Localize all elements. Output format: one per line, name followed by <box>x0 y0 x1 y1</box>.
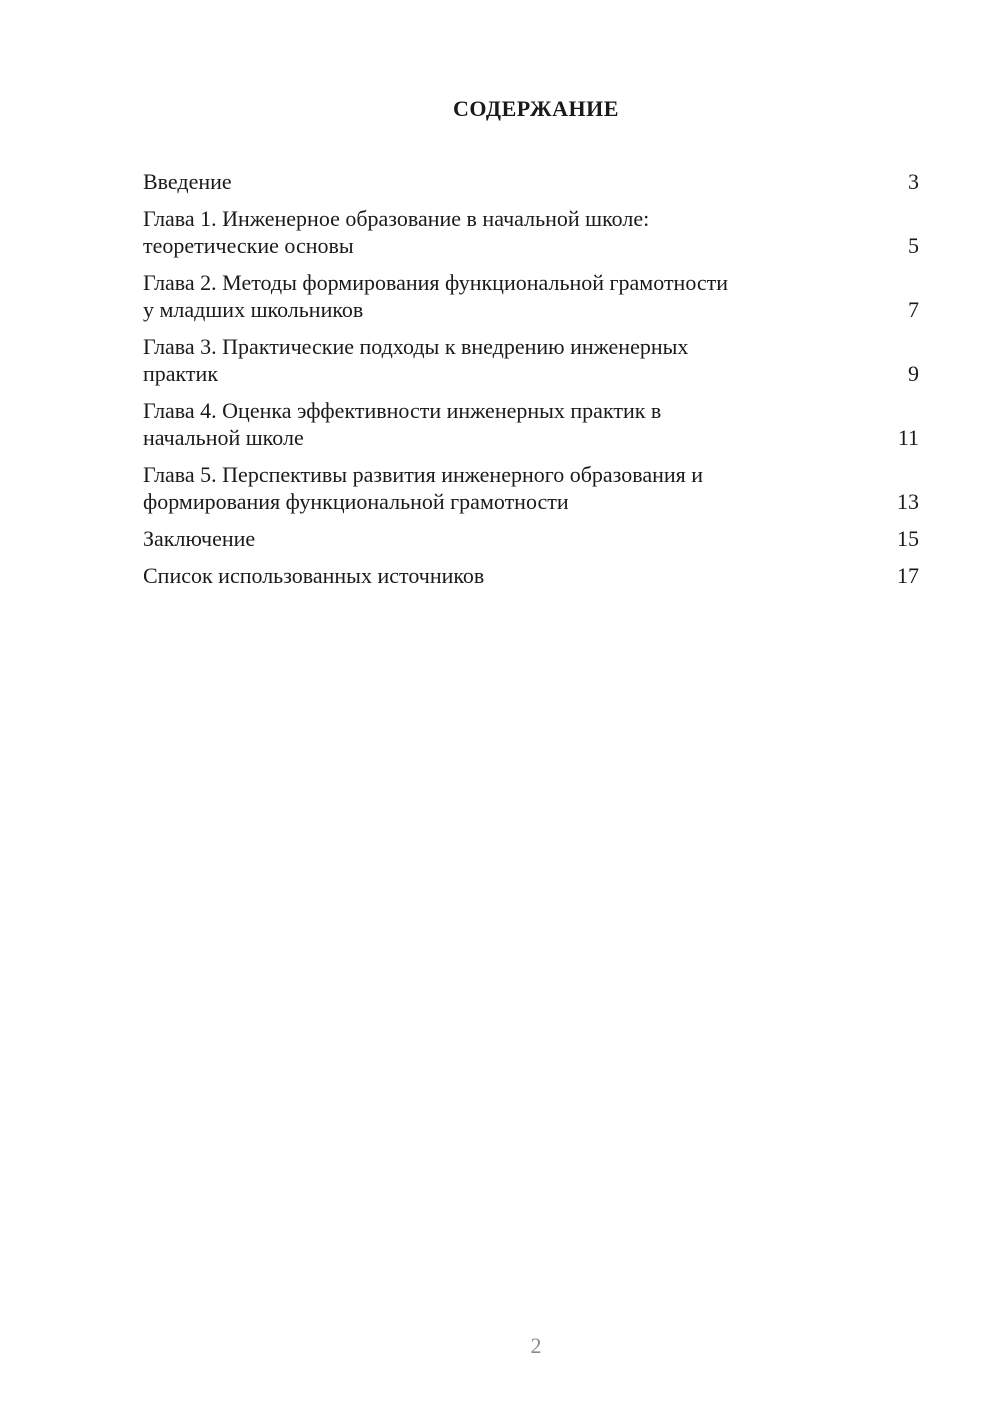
toc-item-page: 7 <box>908 297 919 322</box>
toc-item-page: 9 <box>908 361 919 386</box>
toc-item-page: 15 <box>897 526 919 551</box>
toc-item-text: Список использованных источников <box>143 563 485 588</box>
toc-item-chapter-2[interactable] <box>143 269 919 323</box>
toc-item-chapter-4[interactable] <box>143 397 919 451</box>
toc-item-page: 13 <box>897 489 919 514</box>
toc-item-page: 11 <box>897 425 919 450</box>
toc-item-text: Введение <box>143 169 232 194</box>
toc-item-introduction[interactable] <box>143 168 919 195</box>
toc-item-text: Заключение <box>143 526 256 551</box>
toc-item-text: Глава 2. Методы формирования функциональной грамотности у младших школьников <box>143 270 729 322</box>
toc-item-text: Глава 3. Практические подходы к внедрению инженерных практик <box>143 334 689 386</box>
toc-item-text: Глава 5. Перспективы развития инженерного образования и формирования функциональной грамотности <box>143 462 704 514</box>
page-number: 2 <box>530 1333 542 1358</box>
toc-item-page: 3 <box>908 169 919 194</box>
page-title: СОДЕРЖАНИЕ <box>453 96 619 121</box>
toc-item-text: Глава 4. Оценка эффективности инженерных практик в начальной школе <box>143 398 662 450</box>
toc-item-chapter-3[interactable] <box>143 333 919 387</box>
toc-item-chapter-1[interactable] <box>143 205 919 259</box>
toc-item-page: 5 <box>908 233 919 258</box>
toc-item-conclusion[interactable] <box>143 525 919 552</box>
toc-item-text: Глава 1. Инженерное образование в начальной школе: теоретические основы <box>143 206 650 258</box>
toc-item-page: 17 <box>897 563 919 588</box>
toc-item-chapter-5[interactable] <box>143 461 919 515</box>
table-of-contents <box>143 168 919 599</box>
toc-item-references[interactable] <box>143 562 919 589</box>
